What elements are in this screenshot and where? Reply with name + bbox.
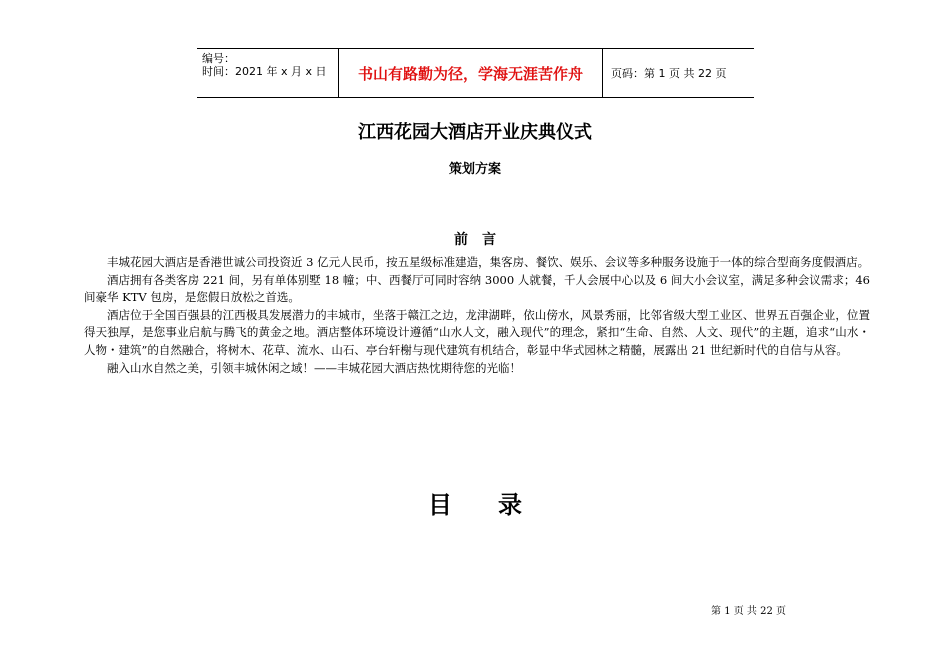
document-title: 江西花园大酒店开业庆典仪式 (358, 122, 592, 143)
preface-body (84, 254, 870, 377)
paragraph: 融入山水自然之美，引领丰城休闲之域！——丰城花园大酒店热忱期待您的光临！ (107, 360, 521, 375)
paragraph: 丰城花园大酒店是香港世诚公司投资近 3 亿元人民币，按五星级标准建造，集客房、餐饮、娱乐、会议等多种服务设施于一体的综合型商务度假酒店。 (107, 255, 870, 269)
document-subtitle: 策划方案 (448, 162, 501, 177)
toc-heading (0, 485, 950, 520)
document-number-label: 编号： (202, 52, 235, 65)
header-motto: 书山有路勤为径，学海无涯苦作舟 (339, 49, 603, 97)
paragraph: 酒店位于全国百强县的江西极具发展潜力的丰城市，坐落于赣江之边，龙津湖畔，依山傍水，风景秀丽，比邻省级大型工业区、世界五百强企业，位置得天独厚，是您事业启航与腾飞的黄金之地。酒店整体环境设计遵循“山水人文，融入现代”的理念，紧扣“生命、自然、人文、现代”的主题，追求“山水・人物・建筑”的自然融合，将树木、花草、流水、山石、亭台轩榭与现代建筑有机结合，彰显中华式园林之精髓，展露出 21 世纪新时代的自信与从容。 (84, 307, 870, 357)
paragraph: 酒店拥有各类客房 221 间，另有单体别墅 18 幢；中、西餐厅可同时容纳 3000 人就餐，千人会展中心以及 6 间大小会议室，满足多种会议需求；46 间豪华 KTV 包房，是您假日放松之首选。 (84, 272, 870, 305)
header-page-info: 页码：第 1 页 共 22 页 (611, 67, 727, 80)
toc-heading-char-1: 目 (428, 491, 452, 519)
header-meta-cell (197, 49, 339, 97)
page-footer: 第 1 页 共 22 页 (711, 606, 786, 617)
document-date-label: 时间：2021 年 x 月 x 日 (202, 65, 327, 78)
preface-heading: 前言 (454, 232, 510, 248)
toc-heading-char-2: 录 (498, 491, 522, 519)
header-table (197, 48, 754, 98)
